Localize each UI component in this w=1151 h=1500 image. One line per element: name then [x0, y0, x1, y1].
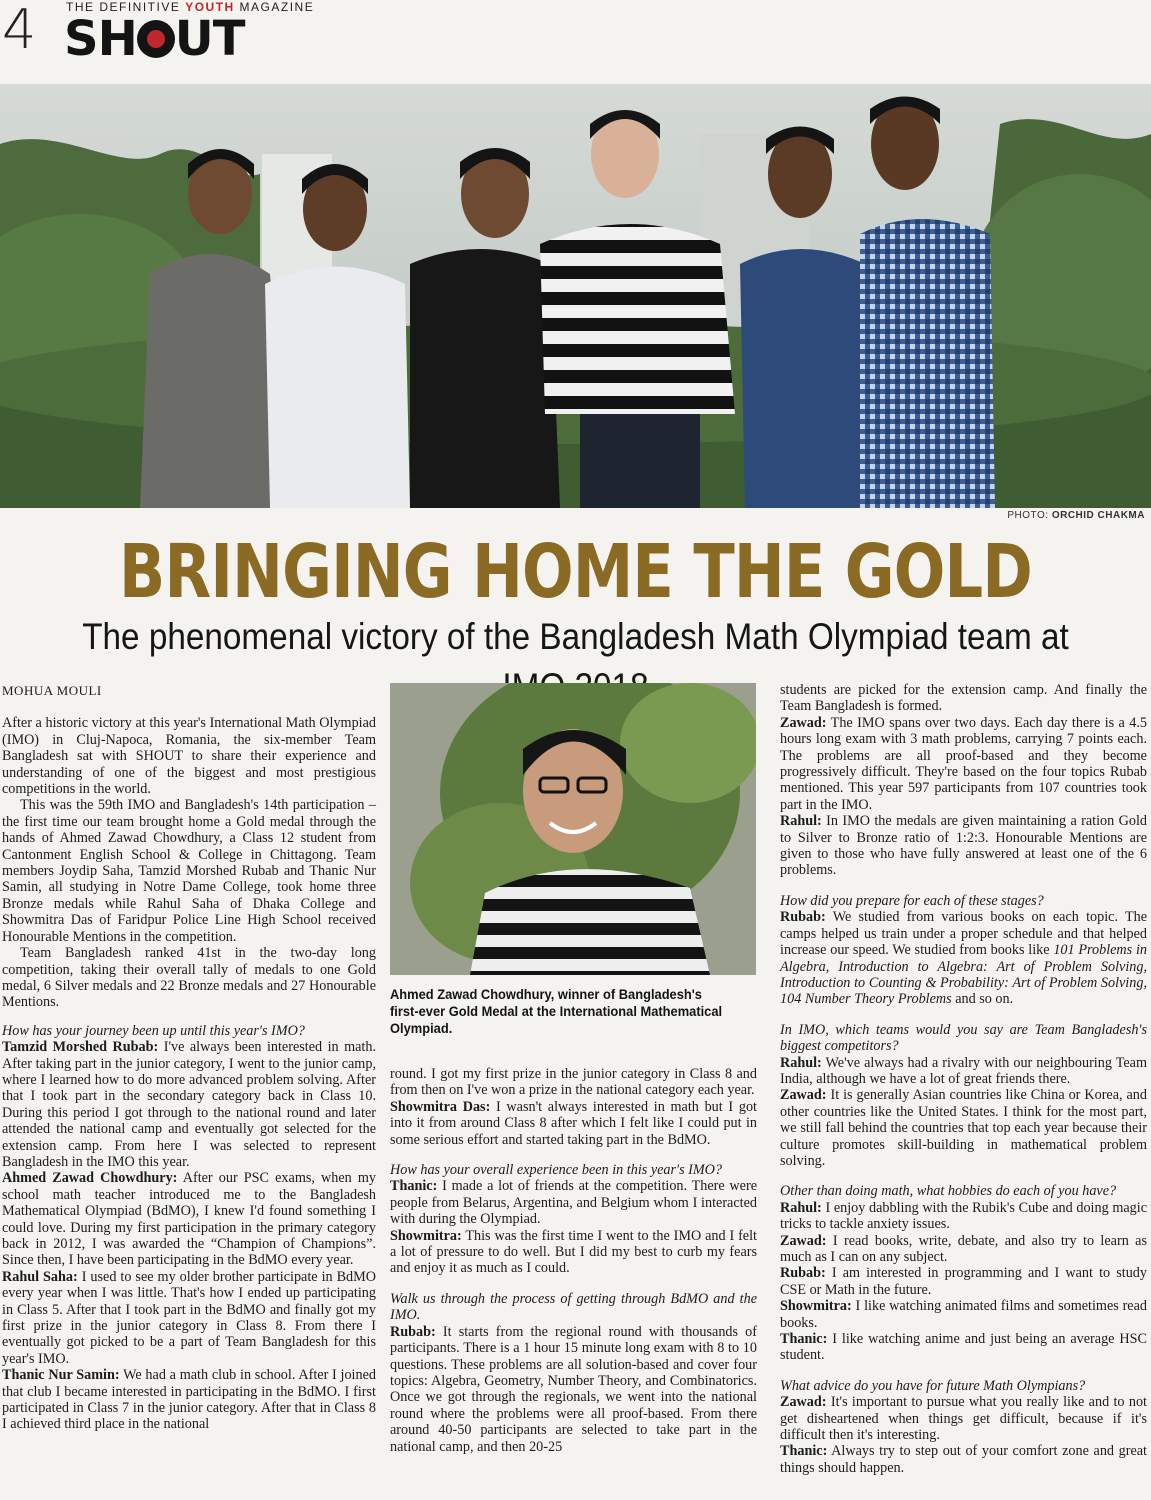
- answer-text: We've always had a rivalry with our neighbouring Team India, although we have a lot of great friends there.: [780, 1054, 1147, 1087]
- answer-text: I read books, write, debate, and also try to learn as much as I can on any subject.: [780, 1232, 1147, 1265]
- question-5: In IMO, which teams would you say are Team Bangladesh's biggest competitors?: [780, 1021, 1147, 1055]
- answer-zawad-5: [780, 1087, 1147, 1169]
- answer-text-end: and so on.: [951, 991, 1014, 1008]
- speaker-name: Thanic Nur Samin:: [2, 1367, 120, 1384]
- answer-zawad: [2, 1170, 376, 1268]
- tagline-end: MAGAZINE: [234, 0, 315, 14]
- answer-zawad-6: [780, 1233, 1147, 1266]
- article-subheadline: The phenomenal victory of the Bangladesh Math Olympiad team at: [82, 616, 1069, 657]
- intro-paragraph-1: After a historic victory at this year's International Math Olympiad (IMO) in Cluj-Napoca, Romania, the six-member Team Bangladesh sat with SHOUT to share their experience and understanding of one of the biggest and most prestigious competitions in the world.: [2, 715, 376, 798]
- speaker-name: Zawad:: [780, 1232, 827, 1249]
- answer-zawad-7: [780, 1394, 1147, 1443]
- speaker-name: Thanic:: [780, 1331, 828, 1348]
- page-number: 4: [2, 0, 37, 61]
- answer-thanic-2: [390, 1178, 757, 1227]
- speaker-name: Zawad:: [780, 714, 827, 731]
- answer-text: I've always been interested in math. After taking part in the junior category, I went to the junior camp, where I learned how to do more advanced problem solving. After that I took part in the secondary category back in Class 10. During this period I got through to the national round and later attended the national camp and eventually got selected for the extension camp. From here I was selected to represent Bangladesh in the IMO this year.: [2, 1039, 376, 1170]
- speaker-name: Ahmed Zawad Chowdhury:: [2, 1170, 178, 1187]
- speaker-name: Zawad:: [780, 1087, 827, 1104]
- answer-text: It's important to pursue what you really like and to not get disheartened when things get difficult, because if it's difficult then it's interesting.: [780, 1394, 1147, 1444]
- speaker-name: Tamzid Morshed Rubab:: [2, 1039, 159, 1056]
- answer-text: After our PSC exams, when my school math teacher introduced me to the Bangladesh Mathematical Olympiad (BdMO), I knew I'd found something I could love. During my first participation in the primary category back in 2012, I was awarded the “Champion of Champions”. Since then, I have been participating in the BdMO every year.: [2, 1170, 376, 1269]
- answer-showmitra-6: [780, 1298, 1147, 1331]
- article-column-2: [390, 1066, 757, 1455]
- question-1: How has your journey been up until this year's IMO?: [2, 1022, 305, 1039]
- answer-text: In IMO the medals are given maintaining a ration Gold to Silver to Bronze ratio of 1:2:3. Honourable Mentions are given to those who have fully answered at least one of the 6 problems.: [780, 813, 1147, 879]
- intro-paragraph-3: Team Bangladesh ranked 41st in the two-day long competition, taking their overall tally of medals to one Gold medal, 6 Silver medals and 22 Bronze medals and 27 Honourable Mentions.: [2, 945, 376, 1011]
- logo-text-end: UT: [174, 11, 245, 67]
- answer-rahul: [2, 1269, 376, 1367]
- speaker-name: Rahul:: [780, 1199, 822, 1216]
- answer-thanic-continued: round. I got my first prize in the junior category in Class 8 and from then on I've won a prize in the national category each year.: [390, 1066, 757, 1099]
- inset-photo-illustration: [390, 683, 756, 975]
- hero-photo-illustration: [0, 84, 1151, 508]
- answer-text: I like watching animated films and sometimes read books.: [780, 1298, 1147, 1331]
- photo-credit-name: ORCHID CHAKMA: [1051, 510, 1145, 521]
- speaker-name: Showmitra:: [390, 1227, 462, 1244]
- answer-text: It is generally Asian countries like China or Korea, and other countries like the United States. I think for the most part, we still fall behind the countries that top each year because their culture promotes skill-building in mathematical problem solving.: [780, 1087, 1147, 1169]
- article-column-3: [780, 682, 1147, 1476]
- article-headline: BRINGING HOME THE GOLD: [119, 529, 1032, 615]
- photo-credit: [1007, 510, 1145, 521]
- answer-text: I am interested in programming and I want to study CSE or Math in the future.: [780, 1265, 1147, 1298]
- logo-text-start: SH: [64, 11, 137, 67]
- logo-o-icon: [137, 20, 175, 58]
- speaker-name: Thanic:: [390, 1178, 438, 1195]
- answer-text: I like watching anime and just being an average HSC student.: [780, 1331, 1147, 1364]
- answer-text: We had a math club in school. After I joined that club I became interested in participating in the BdMO. I first participated in Class 7 in the junior category. After that in Class 8 I achieved third place in the national: [2, 1367, 376, 1433]
- answer-thanic-6: [780, 1331, 1147, 1364]
- article-column-1: [2, 683, 376, 1433]
- hero-photo: [0, 84, 1151, 508]
- tagline-accent: YOUTH: [185, 0, 235, 14]
- answer-thanic-7: [780, 1443, 1147, 1476]
- photo-credit-label: PHOTO:: [1007, 510, 1049, 521]
- answer-rubab-3-continued: students are picked for the extension camp. And finally the Team Bangladesh is formed.: [780, 682, 1147, 715]
- answer-rahul-5: [780, 1055, 1147, 1088]
- answer-text: I made a lot of friends at the competition. There were people from Belarus, Argentina, and Belgium whom I interacted with during the Olympiad.: [390, 1178, 757, 1228]
- question-6: Other than doing math, what hobbies do each of you have?: [780, 1183, 1117, 1200]
- speaker-name: Showmitra:: [780, 1298, 852, 1315]
- answer-rubab-6: [780, 1265, 1147, 1298]
- answer-text: I used to see my older brother participate in BdMO every year when I was little. That's how I ended up participating in Class 5. After that I took part in the BdMO and finally got my first prize in the junior category in Class 8. From there I eventually got picked to be a part of Team Bangladesh for this year's IMO.: [2, 1268, 377, 1367]
- question-4: How did you prepare for each of these stages?: [780, 892, 1044, 909]
- speaker-name: Rahul:: [780, 1054, 822, 1071]
- byline: MOHUA MOULI: [2, 683, 102, 698]
- question-2: How has your overall experience been in this year's IMO?: [390, 1162, 723, 1179]
- question-3: Walk us through the process of getting through BdMO and the IMO.: [390, 1290, 757, 1324]
- answer-text: I wasn't always interested in math but I got into it from around Class 8 after which I felt like I could put in some serious effort and started taking part in the BdMO.: [390, 1098, 757, 1148]
- inset-photo: [390, 683, 756, 975]
- answer-text: It starts from the regional round with thousands of participants. There is a 1 hour 15 minute long exam with 8 to 10 questions. These problems are all solution-based and cover four topics: Algebra, Geometry, Number Theory, and Combinatorics. Once we got through the regionals, we went into the national round where the problems were all proof-based. From there around 40-50 participants are selected to take part in the national camp, and then 20-25: [390, 1323, 757, 1455]
- speaker-name: Thanic:: [780, 1443, 828, 1460]
- answer-text: Always try to step out of your comfort zone and great things should happen.: [780, 1443, 1147, 1476]
- answer-thanic: [2, 1367, 376, 1433]
- answer-text: I enjoy dabbling with the Rubik's Cube and doing magic tricks to tackle anxiety issues.: [780, 1199, 1147, 1233]
- answer-showmitra-2: [390, 1228, 757, 1277]
- answer-rubab: [2, 1039, 376, 1170]
- book-titles: 101 Problems in Algebra, Introduction to Algebra: Art of Problem Solving, Introduction to Counting & Probability: Art of Problem Solving, 104 Number Theory Problems: [780, 942, 1147, 1008]
- answer-rahul-3: [780, 813, 1147, 879]
- answer-zawad-3: [780, 715, 1147, 813]
- speaker-name: Rubab:: [780, 1265, 826, 1282]
- intro-paragraph-2: This was the 59th IMO and Bangladesh's 14th participation – the first time our team brought home a Gold medal through the hands of Ahmed Zawad Chowdhury, a Class 12 student from Cantonment English School & College in Chittagong. Team members Joydip Saha, Tamzid Morshed Rubab and Thanic Nur Samin, all studying in Notre Dame College, took home three Bronze medals while Rahul Saha of Dhaka College and Showmitra Das of Faridpur Police Line High School received Honourable Mentions in the competition.: [2, 797, 376, 945]
- answer-rubab-4: [780, 909, 1147, 1007]
- speaker-name: Rahul:: [780, 813, 822, 830]
- question-7: What advice do you have for future Math Olympians?: [780, 1377, 1086, 1394]
- answer-text: We studied from various books on each topic. The camps helped us train under a proper schedule and that helped increase our speed. We studied from books like: [780, 909, 1147, 959]
- answer-rahul-6: [780, 1200, 1147, 1233]
- shout-logo: [64, 11, 245, 67]
- inset-photo-caption: Ahmed Zawad Chowdhury, winner of Bangladesh's first-ever Gold Medal at the International Mathematical Olympiad.: [390, 986, 723, 1036]
- speaker-name: Zawad:: [780, 1394, 827, 1411]
- speaker-name: Showmitra Das:: [390, 1098, 491, 1115]
- speaker-name: Rubab:: [780, 909, 826, 926]
- answer-text: This was the first time I went to the IMO and I felt a lot of pressure to do well. But I did my best to curb my fears and enjoy it as much as I could.: [390, 1227, 757, 1277]
- speaker-name: Rubab:: [390, 1323, 436, 1340]
- tagline-start: THE DEFINITIVE: [66, 0, 186, 14]
- answer-showmitra: [390, 1099, 757, 1148]
- answer-text: The IMO spans over two days. Each day there is a 4.5 hours long exam with 3 math problems, carrying 7 points each. The problems are all proof-based and they become progressively difficult. They're based on the four topics Rubab mentioned. This year 597 participants from 107 countries took part in the IMO.: [780, 714, 1147, 813]
- speaker-name: Rahul Saha:: [2, 1268, 78, 1285]
- answer-rubab-3: [390, 1324, 757, 1455]
